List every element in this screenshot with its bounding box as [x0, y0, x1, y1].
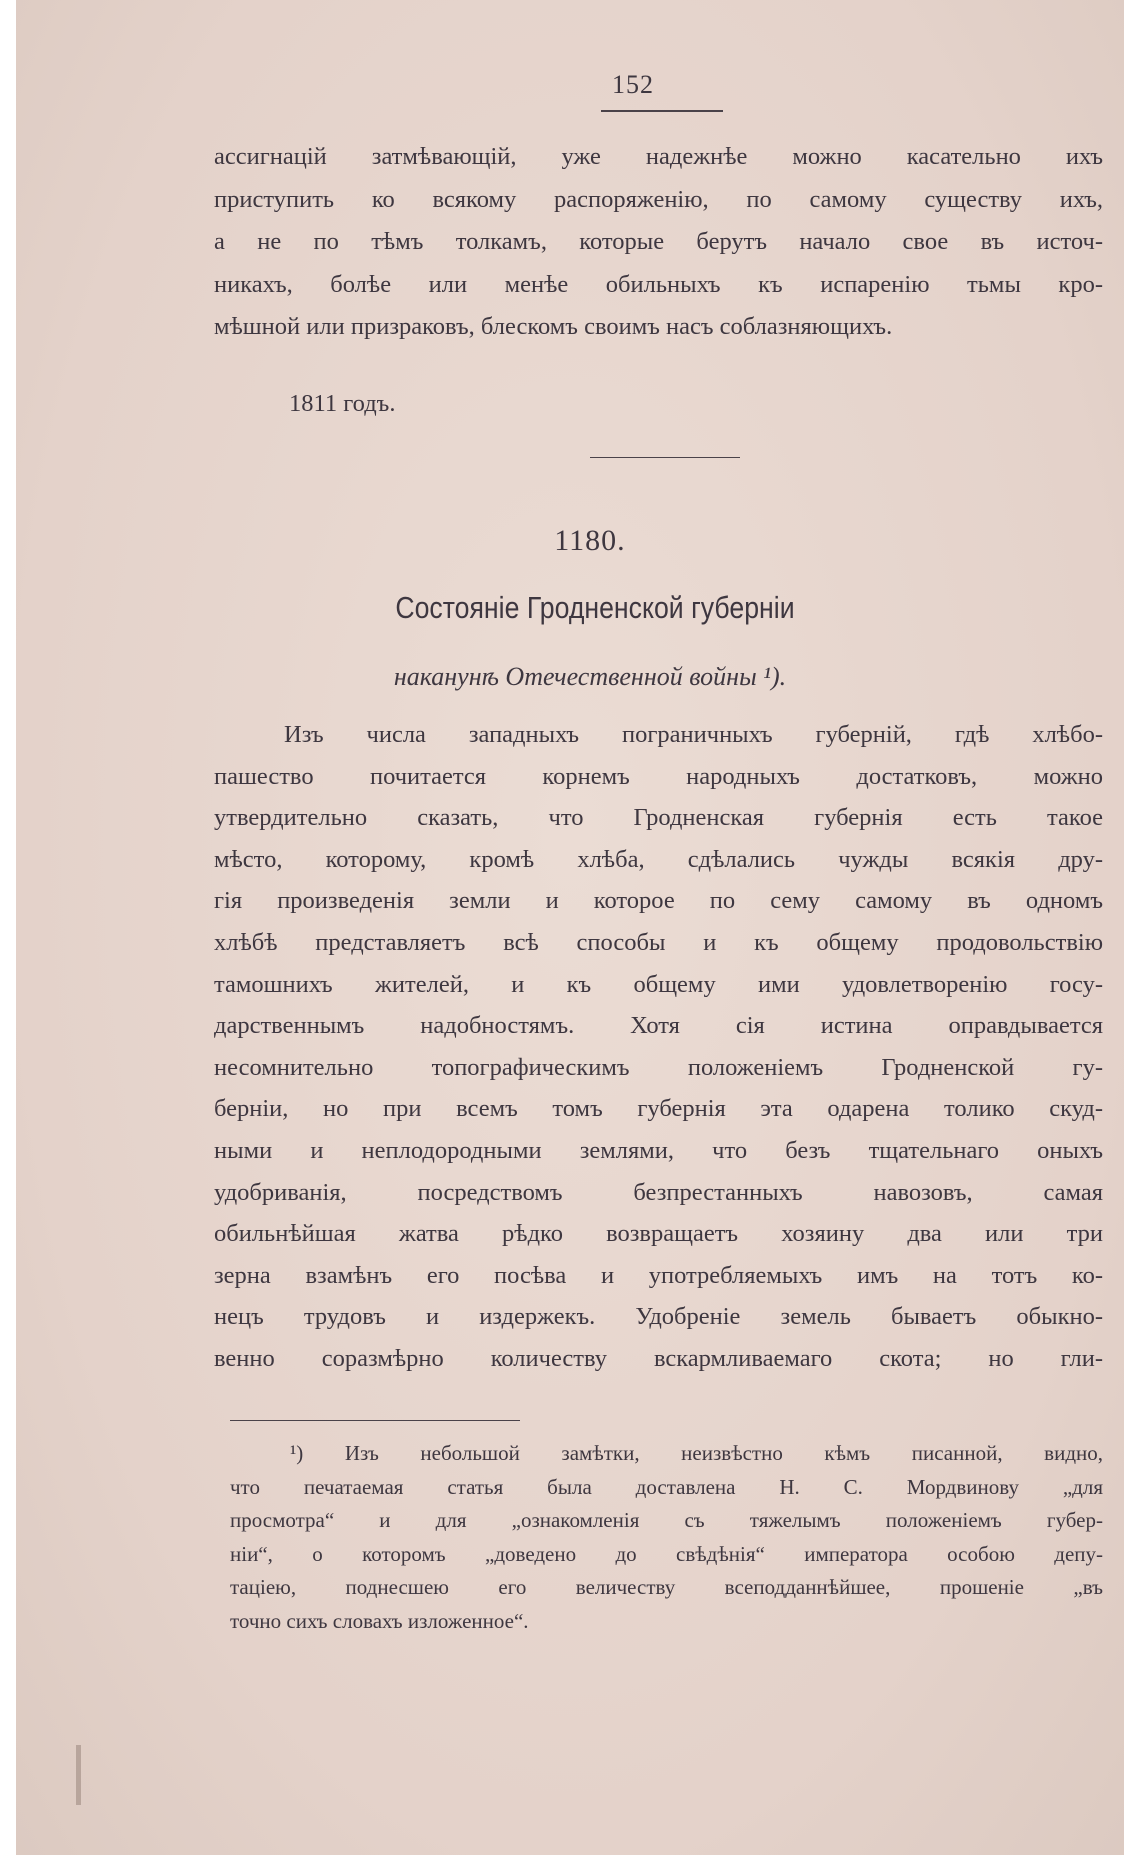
document-title: Состояніе Гродненской губерніи [395, 590, 795, 625]
footnote-line: ніи“, о которомъ „доведено до свѣдѣнія“ императора особою депу- [230, 1541, 1103, 1566]
text-line: дарственнымъ надобностямъ. Хотя сія истина оправдывается [214, 1012, 1103, 1040]
text-line: несомнительно топографическимъ положеніемъ Гродненской гу- [214, 1053, 1103, 1081]
text-line: утвердительно сказать, что Гродненская губернія есть такое [214, 804, 1103, 832]
footnote-line: ¹) Изъ небольшой замѣтки, неизвѣстно кѣмъ писанной, видно, [290, 1441, 1103, 1465]
text-line: ными и неплодородными землями, что безъ тщательнаго оныхъ [214, 1136, 1103, 1164]
text-line: берніи, но при всемъ томъ губернія эта одарена толико скуд- [214, 1095, 1103, 1123]
text-line: никахъ, болѣе или менѣе обильныхъ къ испаренію тьмы кро- [214, 270, 1103, 298]
section-divider [590, 457, 740, 458]
book-page [16, 0, 1124, 1855]
text-line: ассигнацій затмѣвающій, уже надежнѣе можно касательно ихъ [214, 143, 1103, 170]
text-line: венно соразмѣрно количеству вскармливаемаго скота; но гли- [214, 1344, 1103, 1372]
footnote-line: точно сихъ словахъ изложенное“. [230, 1608, 529, 1633]
text-line: пашество почитается корнемъ народныхъ достатковъ, можно [214, 762, 1103, 790]
continuation-paragraph [214, 136, 1103, 349]
text-line: приступить ко всякому распоряженію, по самому существу ихъ, [214, 185, 1103, 213]
document-subtitle: наканунѣ Отечественной войны ¹). [393, 662, 787, 691]
text-line: нецъ трудовъ и издержекъ. Удобреніе земель бываетъ обыкно- [214, 1303, 1103, 1331]
footnote-divider [230, 1420, 520, 1421]
text-line: зерна взамѣнъ его посѣва и употребляемыхъ имъ на тотъ ко- [214, 1261, 1103, 1289]
binding-mark [76, 1745, 81, 1805]
main-paragraph [214, 714, 1103, 1380]
text-line: гія произведенія земли и которое по сему самому въ одномъ [214, 887, 1103, 915]
text-line: обильнѣйшая жатва рѣдко возвращаетъ хозяину два или три [214, 1220, 1103, 1248]
text-line: мѣсто, которому, кромѣ хлѣба, сдѣлались чужды всякія дру- [214, 845, 1103, 873]
date-line: 1811 годъ. [289, 390, 396, 417]
footnote [230, 1437, 1103, 1638]
footnote-line: таціею, поднесшею его величеству всеподданнѣйшее, прошеніе „въ [230, 1575, 1103, 1599]
text-line: мѣшной или призраковъ, блескомъ своимъ насъ соблазняющихъ. [214, 313, 893, 340]
text-line: Изъ числа западныхъ пограничныхъ губерній, гдѣ хлѣбо- [284, 721, 1103, 748]
text-line: тамошнихъ жителей, и къ общему ими удовлетворенію госу- [214, 970, 1103, 998]
footnote-line: просмотра“ и для „ознакомленія съ тяжелымъ положеніемъ губер- [230, 1508, 1103, 1532]
document-number: 1180. [554, 524, 626, 557]
text-line: удобриванія, посредствомъ безпрестанныхъ навозовъ, самая [214, 1178, 1103, 1206]
page-number: 152 [612, 70, 654, 99]
footnote-line: что печатаемая статья была доставлена Н. С. Мордвинову „для [230, 1474, 1103, 1499]
text-line: хлѣбѣ представляетъ всѣ способы и къ общему продовольствію [214, 928, 1103, 956]
page-number-rule [601, 110, 723, 112]
text-line: а не по тѣмъ толкамъ, которые берутъ начало свое въ источ- [214, 228, 1103, 255]
